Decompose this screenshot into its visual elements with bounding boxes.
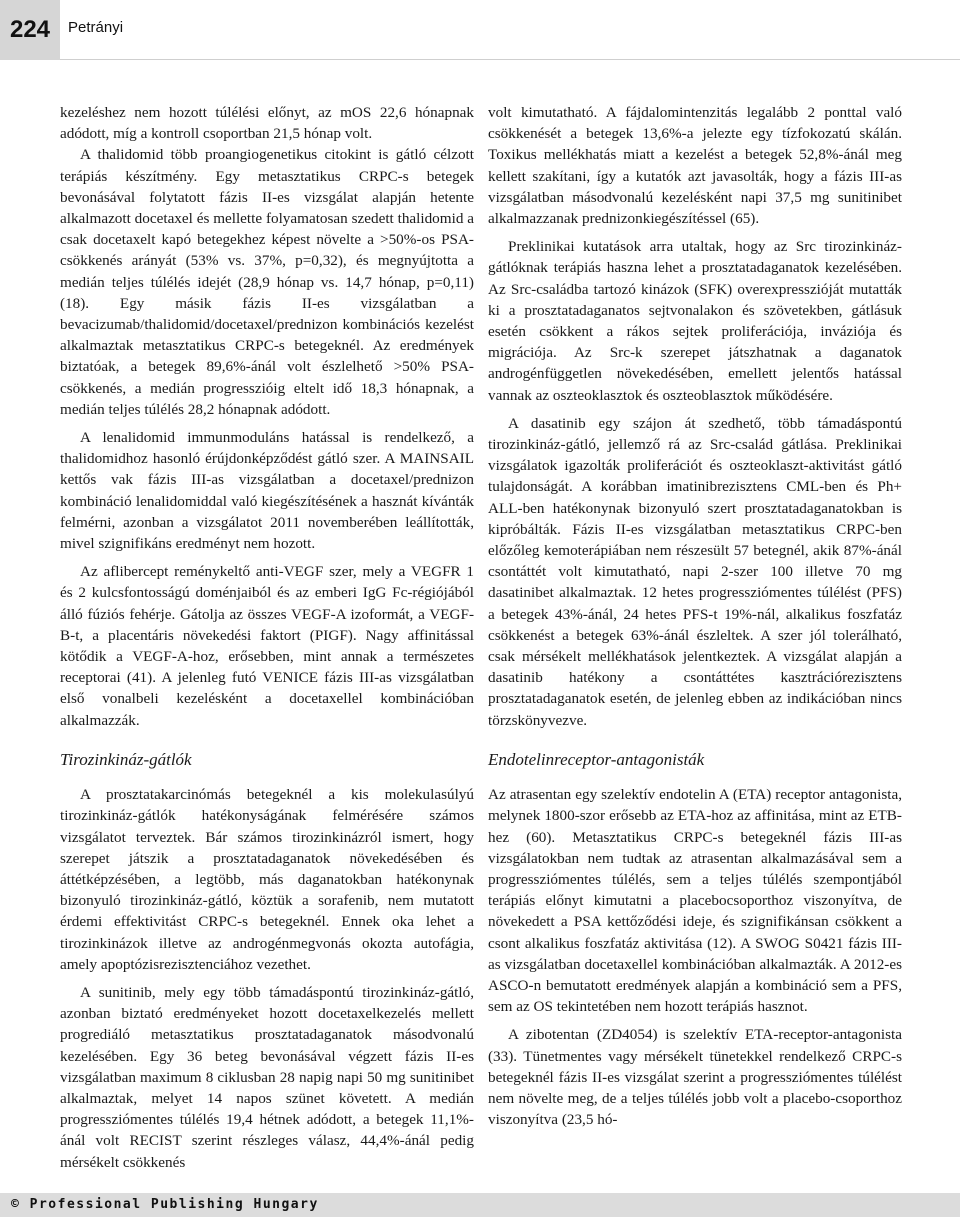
paragraph: A thalidomid több proangiogenetikus citokint is gátló célzott terápiás készítmény. Egy metasztatikus CRPC-s betegek bevonásával folytatott fázis II-es vizsgálat alapján hetente alkalmazott docetaxel és mellette folyamatosan szedett thalidomid a csak docetaxelt kapó betegekhez képest növelte a >50%-os PSA-csökkenés arányát (53% vs. 37%, p=0,32), és megnyújtotta a medián teljes túlélés idejét (28,9 hónap vs. 14,7 hónap, p=0,11) (18). Egy másik fázis II-es vizsgálatban a bevacizumab/thalidomid/docetaxel/prednizon kombinációs kezelést alkalmaztak metasztatikus CRPC-s betegeknél. Az eredmények biztatóak, a betegek 89,6%-ánál volt észlelhető >50% PSA-csökkenés, a medián progresszióig eltelt idő 18,3 hónapnak, a medián teljes túlélés 28,2 hónapnak adódott. xyxy=(60,146,474,418)
page-header xyxy=(0,0,960,60)
right-column xyxy=(488,102,902,1130)
header-divider xyxy=(60,59,960,60)
paragraph: Preklinikai kutatások arra utaltak, hogy az Src tirozinkináz-gátlóknak terápiás haszna lehet a prosztatadaganatok kezelésében. Az Src-családba tartozó kinázok (SFK) overexpresszióját mutatták ki a prosztatadaganatos sejtvonalakon és szövetekben, gátlásuk esetén csökkent a rákos sejtek proliferációja, inváziója és migrációja. Az Src-k szerepet játszhatnak a daganatok androgénfüggetlen növekedésében, emellett jelentős hatással vannak az oszteoklasztok és oszteoblasztok működésére. xyxy=(488,238,902,404)
paragraph: kezeléshez nem hozott túlélési előnyt, az mOS 22,6 hónapnak adódott, míg a kontroll csoportban 21,5 hónap volt. xyxy=(60,104,474,143)
paragraph: A sunitinib, mely egy több támadáspontú tirozinkináz-gátló, azonban biztató eredményeket hozott docetaxelkezelés mellett progrediáló metasztatikus prosztatadaganatok másodvonalú kezelésében. Egy 36 beteg bevonásával végzett fázis II-es vizsgálatban maximum 8 ciklusban 28 napig napi 50 mg sunitinibet alkalmaztak, melyet 14 napos szünet követett. A medián progressziómentes túlélés 19,4 hétnek adódott, a betegek 11,1%-ánál volt RECIST szerint részleges válasz, 44,4%-ánál pedig mérsékelt csökkenés xyxy=(60,983,474,1171)
page-footer xyxy=(0,1193,960,1217)
page-number-box xyxy=(0,0,60,60)
copyright-notice: © Professional Publishing Hungary xyxy=(11,1197,319,1212)
paragraph: A lenalidomid immunmoduláns hatással is rendelkező, a thalidomidhoz hasonló érújdonképződést gátló szer. A MAINSAIL kettős vak fázis III-as vizsgálatban a docetaxel/prednizon kombináció lenalidomiddal való kiegészítésének a hasznát kívánták felmérni, azonban a vizsgálatot 2011 novemberében leállították, mivel szignifikáns eredményt nem hozott. xyxy=(60,429,474,553)
paragraph: A prosztatakarcinómás betegeknél a kis molekulasúlyú tirozinkináz-gátlók hatékonyságának felmérésére számos vizsgálatot terveztek. Bár számos tirozinkinázról ismert, hogy szerepet játszik a prosztatadaganatok növekedésében és áttétképzésében, a legtöbb, más daganatokban hatékonynak bizonyuló tirozinkináz-gátló, köztük a sorafenib, nem mutatott érdemi effektivitást CRPC-s betegeknél. Ennek oka lehet a tirozinkinázok illetve az androgénmegvonás okozta autofágia, amely apoptózisrezisztenciához vezethet. xyxy=(60,786,474,973)
left-column xyxy=(60,102,474,1173)
paragraph: Az atrasentan egy szelektív endotelin A (ETA) receptor antagonista, melynek 1800-szor erősebb az ETA-hoz az affinitása, mint az ETB-hez (60). Metasztatikus CRPC-s betegeknél fázis III-as vizsgálatokban nem tudtak az atrasentan alkalmazásával sem a progressziómentes túlélés, sem a teljes túlélés szempontjából terápiás előnyt kimutatni a placebocsoporthoz viszonyítva, de növekedett a PSA kettőződési ideje, és szignifikánsan csökkent a csont alkalikus foszfatáz aktivitása (12). A SWOG S0421 fázis III-as vizsgálatban docetaxellel kombinációban alkalmazták. A 2012-es ASCO-n bemutatott eredmények alapján a kombináció sem a PFS, sem az OS tekintetében nem hozott terápiás hasznot. xyxy=(488,786,902,1016)
page-number: 224 xyxy=(9,16,51,43)
section-heading: Tirozinkináz-gátlók xyxy=(60,749,192,769)
paragraph: volt kimutatható. A fájdalomintenzitás legalább 2 ponttal való csökkenését a betegek 13,6%-a jelezte egy tízfokozatú skálán. Toxikus mellékhatás miatt a kezelést a betegek 52,8%-ánál meg kellett szakítani, így a kutatók azt javasolták, hogy a fázis III-as vizsgálatban másodvonalú kezelésként napi 37,5 mg sunitinibet alkalmazzanak prednizonkiegészítéssel (65). xyxy=(488,104,902,228)
paragraph: Az aflibercept reménykeltő anti-VEGF szer, mely a VEGFR 1 és 2 kulcsfontosságú doménjaiból és az emberi IgG Fc-régiójából álló fúziós fehérje. Gátolja az összes VEGF-A izoformát, a VEGF-B-t, a placentáris növekedési faktort (PIGF). Nagy affinitással kötődik a VEGF-A-hoz, erősebben, mint annak a természetes receptorai (41). A jelenleg futó VENICE fázis III-as vizsgálatban első vonalbeli kezelésként a docetaxellel kombinációban alkalmazzák. xyxy=(60,563,474,729)
paragraph: A zibotentan (ZD4054) is szelektív ETA-receptor-antagonista (33). Tünetmentes vagy mérsékelt tünetekkel rendelkező CRPC-s betegeknél fázis II-es vizsgálat szerint a progressziómentes túlélést nem növelte meg, de a teljes túlélés jobb volt a placebo-csoporthoz viszonyítva (23,5 hó- xyxy=(488,1026,902,1129)
section-heading: Endotelinreceptor-antagonisták xyxy=(488,749,705,769)
running-head-author: Petrányi xyxy=(68,19,124,36)
paragraph: A dasatinib egy szájon át szedhető, több támadáspontú tirozinkináz-gátló, jellemző rá az Src-család gátlása. Preklinikai vizsgálatok igazolták proliferációt és oszteoklaszt-aktivitást gátló tulajdonságát. A korábban imatinibrezisztens CML-ben és Ph+ ALL-ben hatékonynak bizonyuló szert prosztatadaganatokban is kipróbálták. Fázis II-es vizsgálatban metasztatikus CRPC-ben előzőleg kemoterápiában nem részesült 57 betegnél, akik 87%-ánál csontáttét volt kimutatható, napi 2-szer 100 illetve 70 mg dasatinibet alkalmaztak. 12 hetes progressziómentes túlélést (PFS) a betegek 43%-ánál, 24 hetes PFS-t 19%-nál, alkalikus foszfatáz csökkenést a betegek 63%-ánál észleltek. A szer jól tolerálható, csak mérsékelt mellékhatások jelentkeztek. A vizsgálat alapján a dasatinib hatékony a csontáttétes kasztrációrezisztens prosztatadaganatok esetén, de jelenleg ebben az indikációban nincs törzskönyvezve. xyxy=(488,414,902,729)
